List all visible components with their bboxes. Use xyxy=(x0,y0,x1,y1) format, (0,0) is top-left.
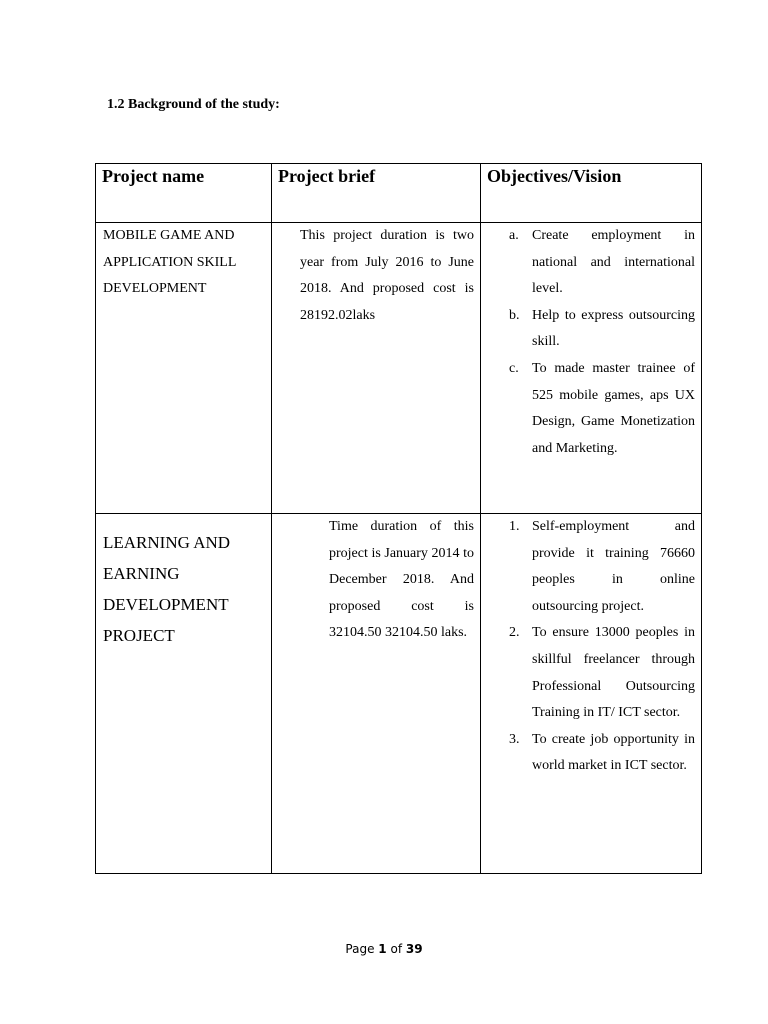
project-name: LEARNING AND EARNING DEVELOPMENT PROJECT xyxy=(103,533,231,645)
table-header-row xyxy=(96,164,702,223)
section-heading: 1.2 Background of the study: xyxy=(107,97,280,112)
list-item: 2. To ensure 13000 peoples in skillful freelancer through Professional Outsourcing Training in IT/ ICT sector. xyxy=(509,625,695,721)
objectives-list xyxy=(481,223,701,462)
header-project-brief: Project brief xyxy=(272,164,481,223)
project-name: MOBILE GAME AND APPLICATION SKILL DEVELOPMENT xyxy=(103,228,236,297)
page-footer xyxy=(0,942,768,956)
page-label: Page xyxy=(345,942,375,956)
page-number: 1 xyxy=(378,942,387,956)
header-project-name: Project name xyxy=(96,164,272,223)
objectives-cell xyxy=(481,514,702,874)
total-pages: 39 xyxy=(405,942,423,956)
project-brief-cell xyxy=(272,223,481,514)
objectives-cell xyxy=(481,223,702,514)
page-of-label: of xyxy=(390,942,403,956)
project-brief-cell xyxy=(272,514,481,874)
list-item: b. Help to express outsourcing skill. xyxy=(509,307,695,350)
projects-table xyxy=(95,163,702,874)
table-row xyxy=(96,223,702,514)
list-item: a. Create employment in national and international level. xyxy=(509,228,695,297)
list-item: 1. Self-employment and provide it training 76660 peoples in online outsourcing project. xyxy=(509,519,695,614)
list-item: c. To made master trainee of 525 mobile games, aps UX Design, Game Monetization and Marketing. xyxy=(509,360,695,456)
project-name-cell xyxy=(96,514,272,874)
project-brief: Time duration of this project is January 2014 to December 2018. And proposed cost is 32104.50 32104.50 laks. xyxy=(329,519,474,641)
table-row xyxy=(96,514,702,874)
project-brief: This project duration is two year from July 2016 to June 2018. And proposed cost is 28192.02laks xyxy=(300,228,474,323)
objectives-list xyxy=(481,514,701,780)
header-objectives: Objectives/Vision xyxy=(481,164,702,223)
list-item: 3. To create job opportunity in world market in ICT sector. xyxy=(509,731,695,774)
project-name-cell xyxy=(96,223,272,514)
